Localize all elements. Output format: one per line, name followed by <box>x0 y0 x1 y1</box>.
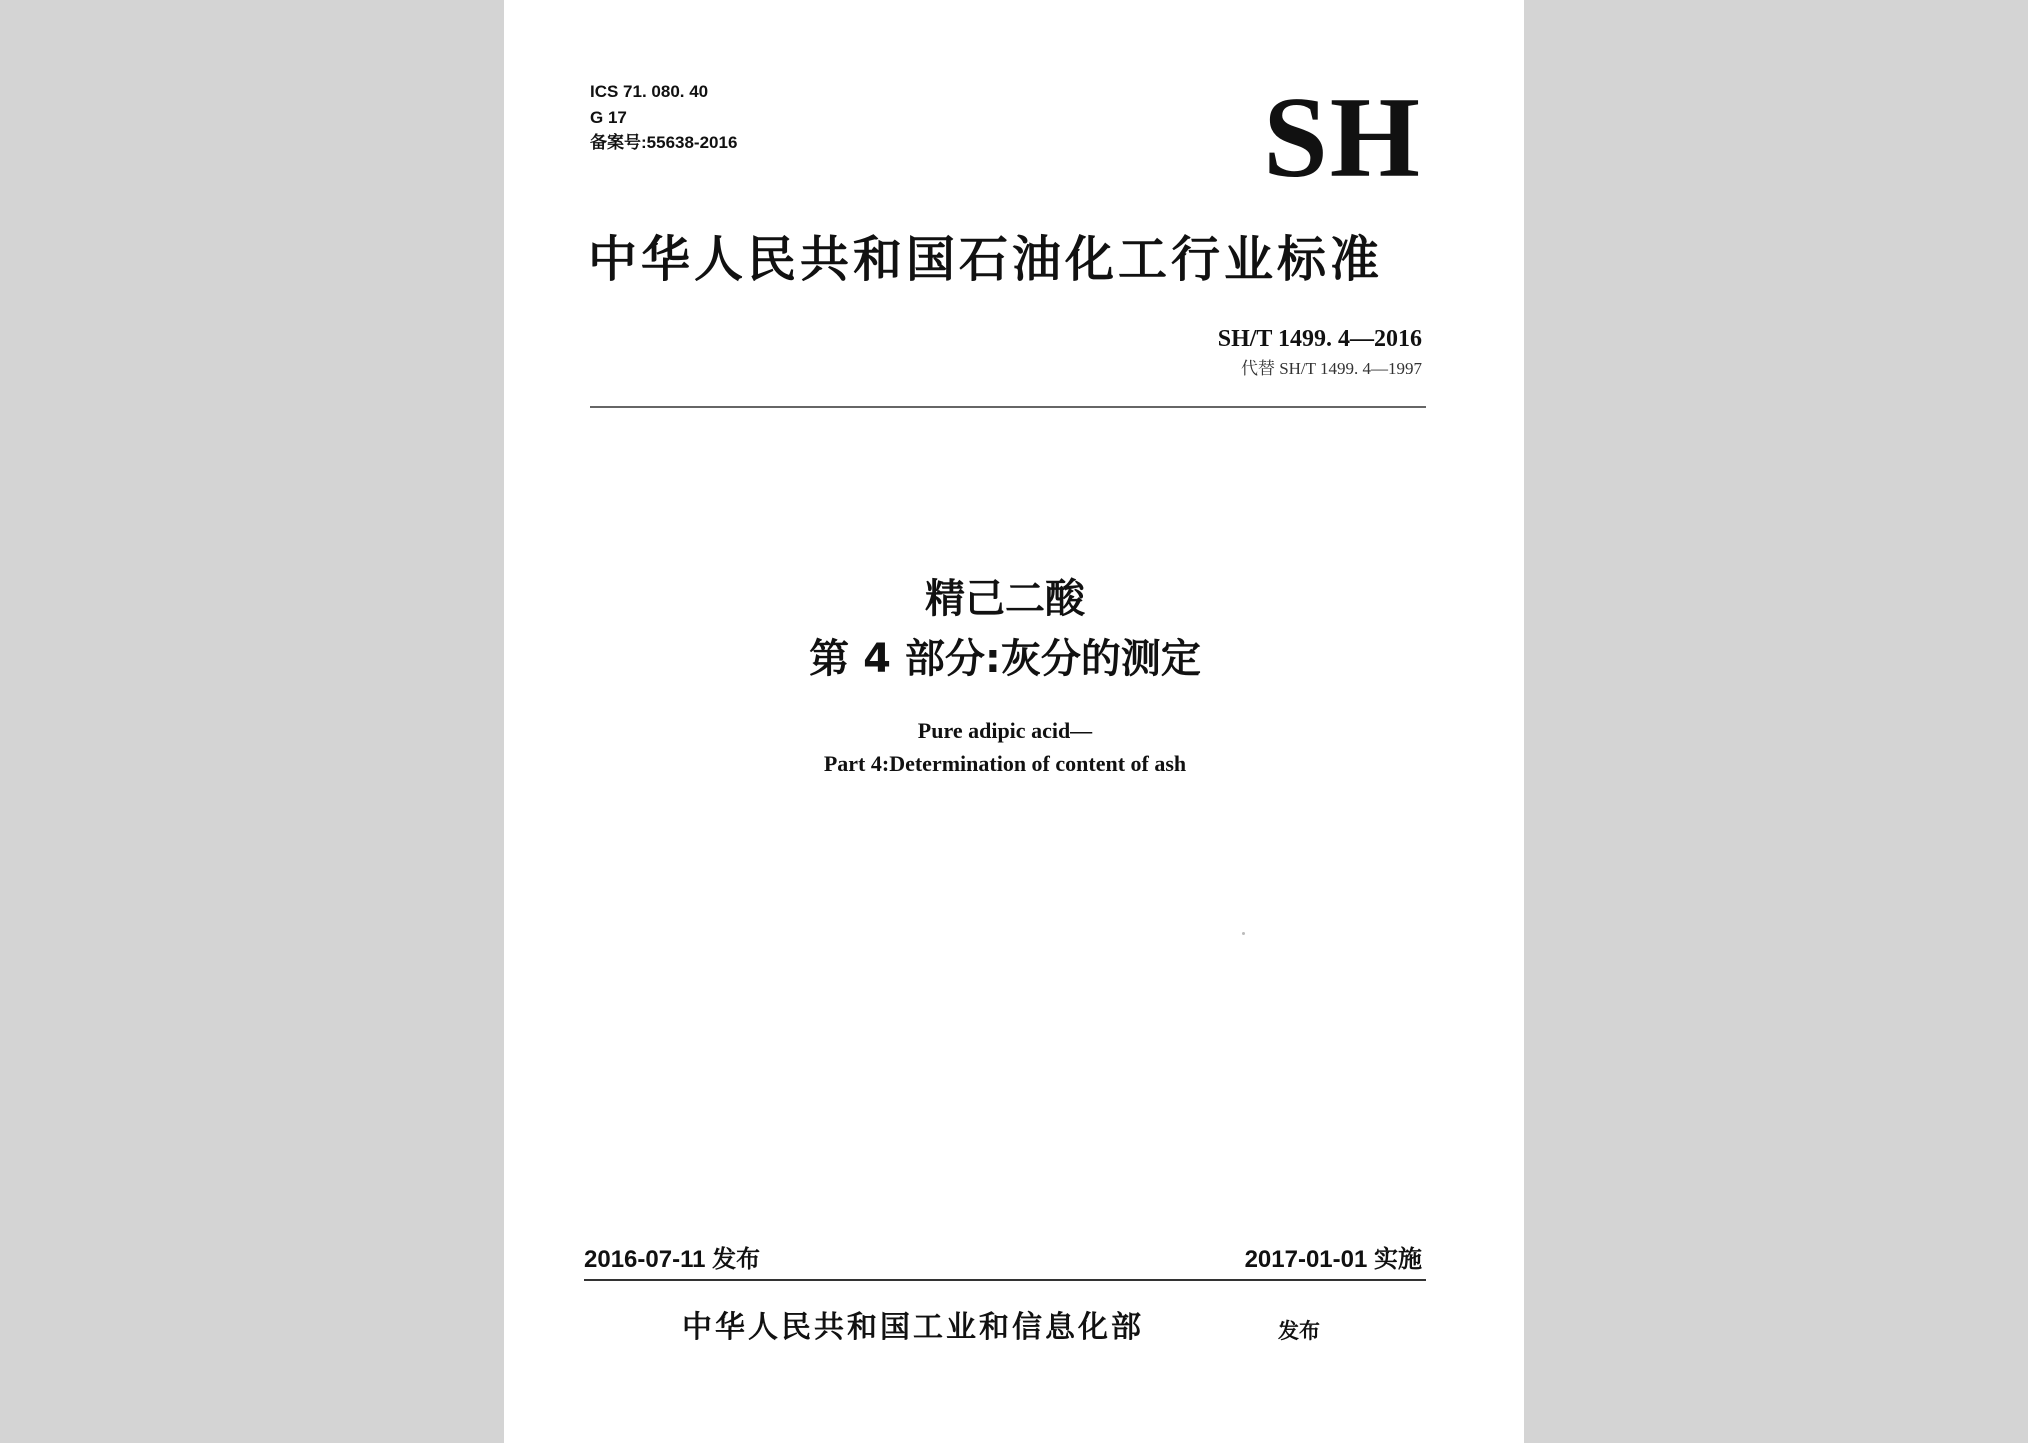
industry-standard-title: 中华人民共和国石油化工行业标准 <box>588 231 1384 288</box>
replaces-standard: 代替 SH/T 1499. 4—1997 <box>1240 359 1422 378</box>
record-number: 备案号:55638-2016 <box>590 133 738 152</box>
header-divider <box>590 406 1426 408</box>
issuing-authority: 中华人民共和国工业和信息化部 <box>682 1310 1144 1345</box>
footer-divider <box>584 1279 1426 1281</box>
issuing-label: 发布 <box>1278 1319 1320 1343</box>
issue-date: 2016-07-11 发布 <box>584 1246 761 1273</box>
scan-dot <box>1242 932 1245 935</box>
sh-logo: SH <box>1263 74 1422 202</box>
english-title-line1: Pure adipic acid— <box>917 718 1093 743</box>
chinese-title-line1: 精己二酸 <box>925 576 1085 622</box>
standard-number: SH/T 1499. 4—2016 <box>1217 326 1422 352</box>
classification-code: G 17 <box>590 108 627 127</box>
english-title-line2: Part 4:Determination of content of ash <box>823 751 1187 776</box>
chinese-title-line2: 第 4 部分:灰分的测定 <box>809 636 1201 682</box>
ics-code: ICS 71. 080. 40 <box>590 82 709 101</box>
implementation-date: 2017-01-01 实施 <box>1244 1246 1422 1273</box>
document-page <box>504 0 1524 1443</box>
